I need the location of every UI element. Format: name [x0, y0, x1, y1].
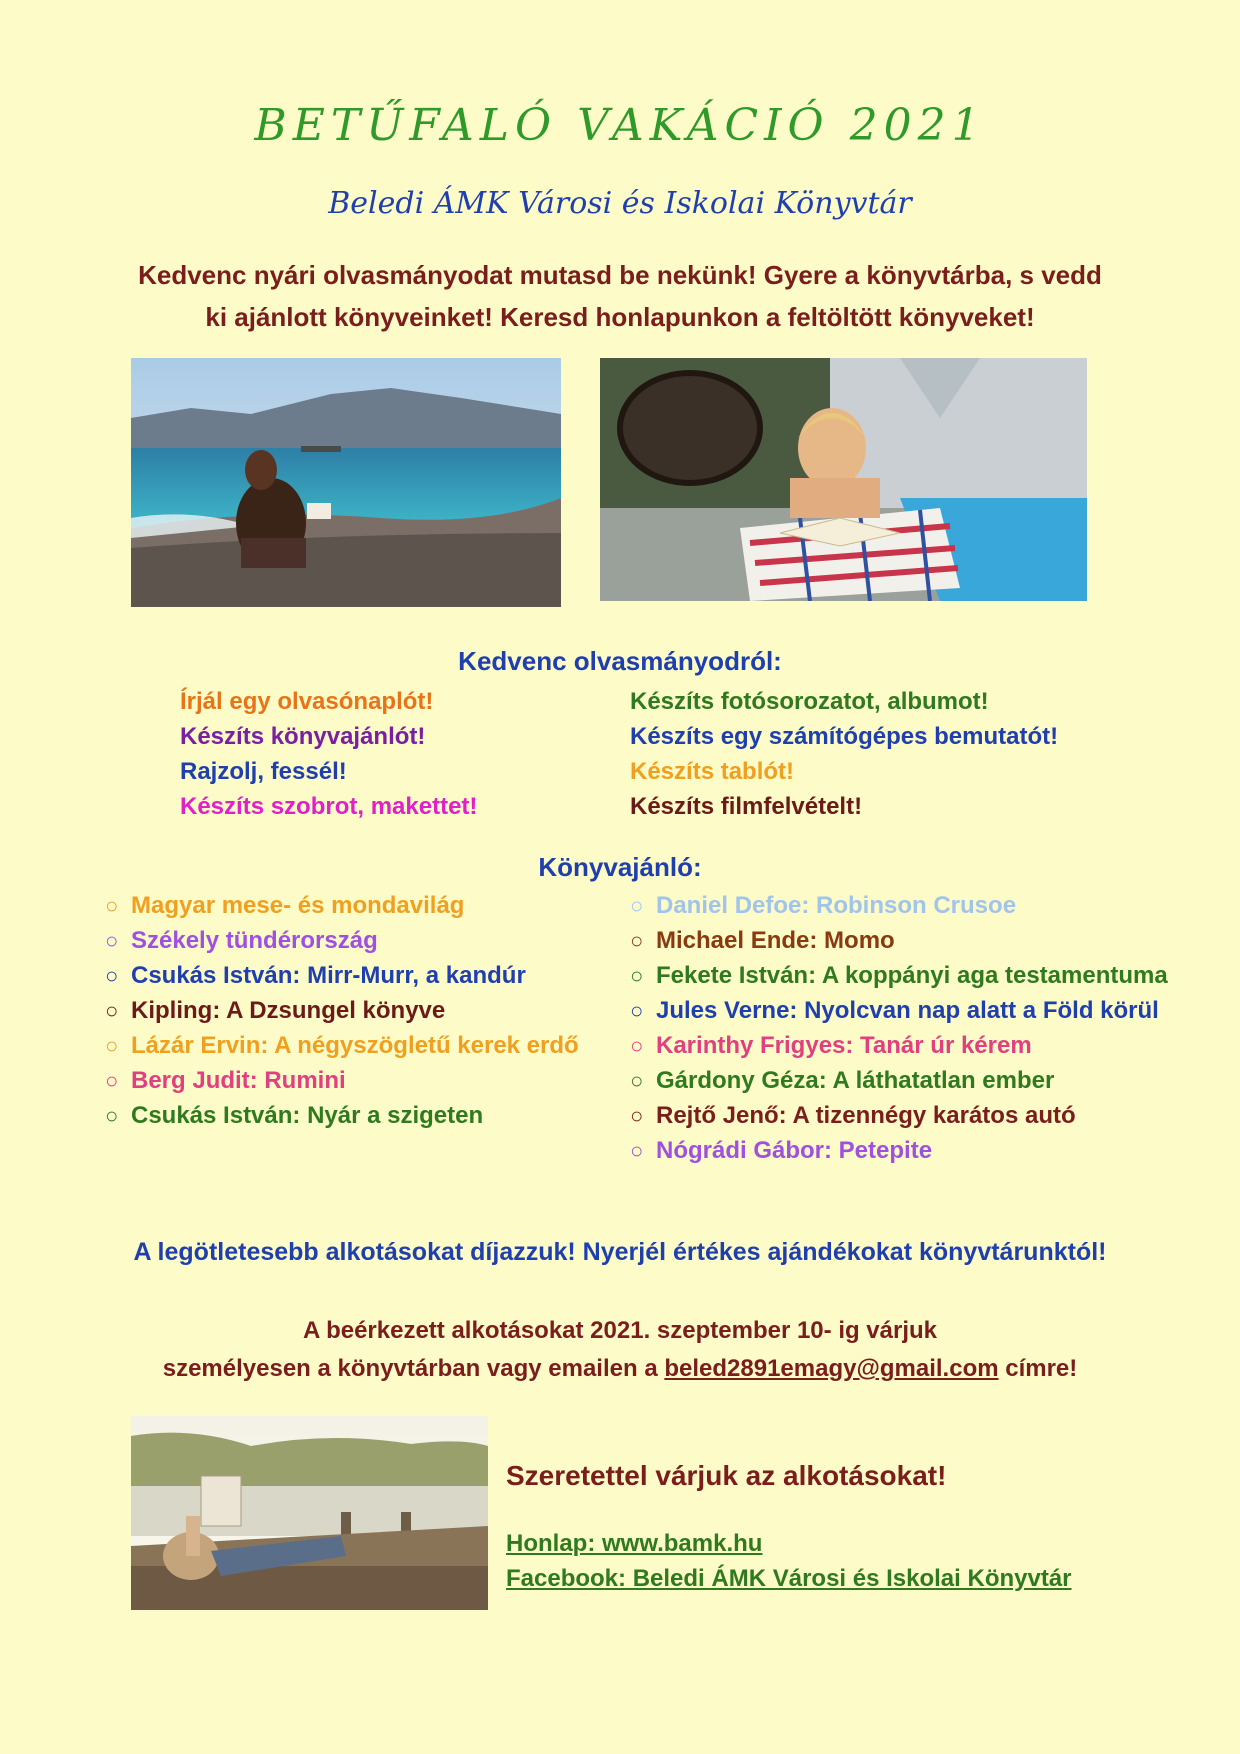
idea-item [630, 688, 989, 716]
dock-reading-photo [131, 1416, 488, 1610]
book-title: Nógrádi Gábor: Petepite [656, 1137, 933, 1164]
deadline-line-2 [0, 1350, 1240, 1388]
idea-item [180, 688, 433, 716]
website-link[interactable]: Honlap: www.bamk.hu [506, 1530, 763, 1557]
book-item [630, 927, 895, 955]
book-title: Rejtő Jenő: A tizennégy karátos autó [656, 1102, 1076, 1129]
idea-text: Készíts könyvajánlót! [180, 723, 426, 750]
book-item [105, 997, 445, 1025]
intro-line-1: Kedvenc nyári olvasmányodat mutasd be nekünk! Gyere a könyvtárba, s vedd [138, 260, 1102, 290]
book-title: Karinthy Frigyes: Tanár úr kérem [656, 1032, 1032, 1059]
book-item [630, 1137, 932, 1165]
idea-text: Rajzolj, fessél! [180, 758, 347, 785]
book-item [105, 1102, 483, 1130]
bullet-circle-icon: ○ [630, 1138, 644, 1163]
pool-reading-photo [600, 358, 1087, 601]
library-name: Beledi ÁMK Városi és Iskolai Könyvtár [328, 186, 912, 221]
idea-text: Készíts fotósorozatot, albumot! [630, 688, 989, 715]
intro-line-2: ki ajánlott könyveinket! Keresd honlapunkon a feltöltött könyveket! [205, 302, 1035, 332]
idea-item [630, 723, 1058, 751]
book-title: Lázár Ervin: A négyszögletű kerek erdő [131, 1032, 579, 1059]
intro-text [0, 254, 1240, 338]
bullet-circle-icon: ○ [630, 1103, 644, 1128]
deadline-text [0, 1312, 1240, 1388]
idea-item [180, 758, 347, 786]
book-title: Csukás István: Nyár a szigeten [131, 1102, 484, 1129]
book-item [630, 1067, 1054, 1095]
bullet-circle-icon: ○ [105, 1103, 119, 1128]
bullet-circle-icon: ○ [105, 1033, 119, 1058]
book-item [630, 1102, 1076, 1130]
bullet-circle-icon: ○ [630, 928, 644, 953]
bullet-circle-icon: ○ [630, 1068, 644, 1093]
idea-text: Írjál egy olvasónaplót! [180, 688, 434, 715]
book-title: Csukás István: Mirr-Murr, a kandúr [131, 962, 526, 989]
book-item [105, 1067, 346, 1095]
book-title: Jules Verne: Nyolcvan nap alatt a Föld körül [656, 997, 1159, 1024]
bullet-circle-icon: ○ [105, 1068, 119, 1093]
book-title: Gárdony Géza: A láthatatlan ember [656, 1067, 1055, 1094]
email-link[interactable]: beled2891emagy@gmail.com [664, 1355, 999, 1382]
books-heading: Könyvajánló: [538, 852, 702, 882]
deadline-line-1: A beérkezett alkotásokat 2021. szeptember 10- ig várjuk [302, 1317, 938, 1344]
facebook-link[interactable]: Facebook: Beledi ÁMK Városi és Iskolai Könyvtár [506, 1565, 1072, 1592]
bullet-circle-icon: ○ [630, 998, 644, 1023]
book-item [105, 1032, 579, 1060]
book-item [630, 1032, 1032, 1060]
book-item [630, 892, 1016, 920]
bullet-circle-icon: ○ [630, 893, 644, 918]
idea-item [180, 723, 425, 751]
beach-reading-photo [131, 358, 561, 607]
book-title: Berg Judit: Rumini [131, 1067, 346, 1094]
idea-item [180, 793, 477, 821]
welcome-message: Szeretettel várjuk az alkotásokat! [506, 1460, 947, 1491]
prize-announcement: A legötletesebb alkotásokat díjazzuk! Nyerjél értékes ajándékokat könyvtárunktól! [133, 1238, 1107, 1266]
book-item [105, 962, 526, 990]
page-title: BETŰFALÓ VAKÁCIÓ 2021 [254, 100, 986, 151]
book-title: Kipling: A Dzsungel könyve [131, 997, 446, 1024]
bullet-circle-icon: ○ [105, 893, 119, 918]
idea-text: Készíts tablót! [630, 758, 795, 785]
book-item [630, 962, 1168, 990]
bullet-circle-icon: ○ [105, 998, 119, 1023]
idea-text: Készíts filmfelvételt! [630, 793, 863, 820]
book-item [630, 997, 1159, 1025]
book-title: Daniel Defoe: Robinson Crusoe [656, 892, 1017, 919]
deadline-prefix: személyesen a könyvtárban vagy emailen a [162, 1355, 665, 1382]
book-item [105, 927, 378, 955]
idea-text: Készíts szobrot, makettet! [180, 793, 478, 820]
bullet-circle-icon: ○ [105, 963, 119, 988]
book-title: Magyar mese- és mondavilág [131, 892, 465, 919]
bullet-circle-icon: ○ [630, 963, 644, 988]
book-item [105, 892, 464, 920]
book-title: Michael Ende: Momo [656, 927, 895, 954]
deadline-suffix: címre! [998, 1355, 1078, 1382]
ideas-heading: Kedvenc olvasmányodról: [458, 646, 782, 676]
idea-text: Készíts egy számítógépes bemutatót! [630, 723, 1059, 750]
book-title: Székely tündérország [131, 927, 378, 954]
idea-item [630, 793, 862, 821]
idea-item [630, 758, 794, 786]
bullet-circle-icon: ○ [630, 1033, 644, 1058]
bullet-circle-icon: ○ [105, 928, 119, 953]
book-title: Fekete István: A koppányi aga testamentuma [656, 962, 1168, 989]
